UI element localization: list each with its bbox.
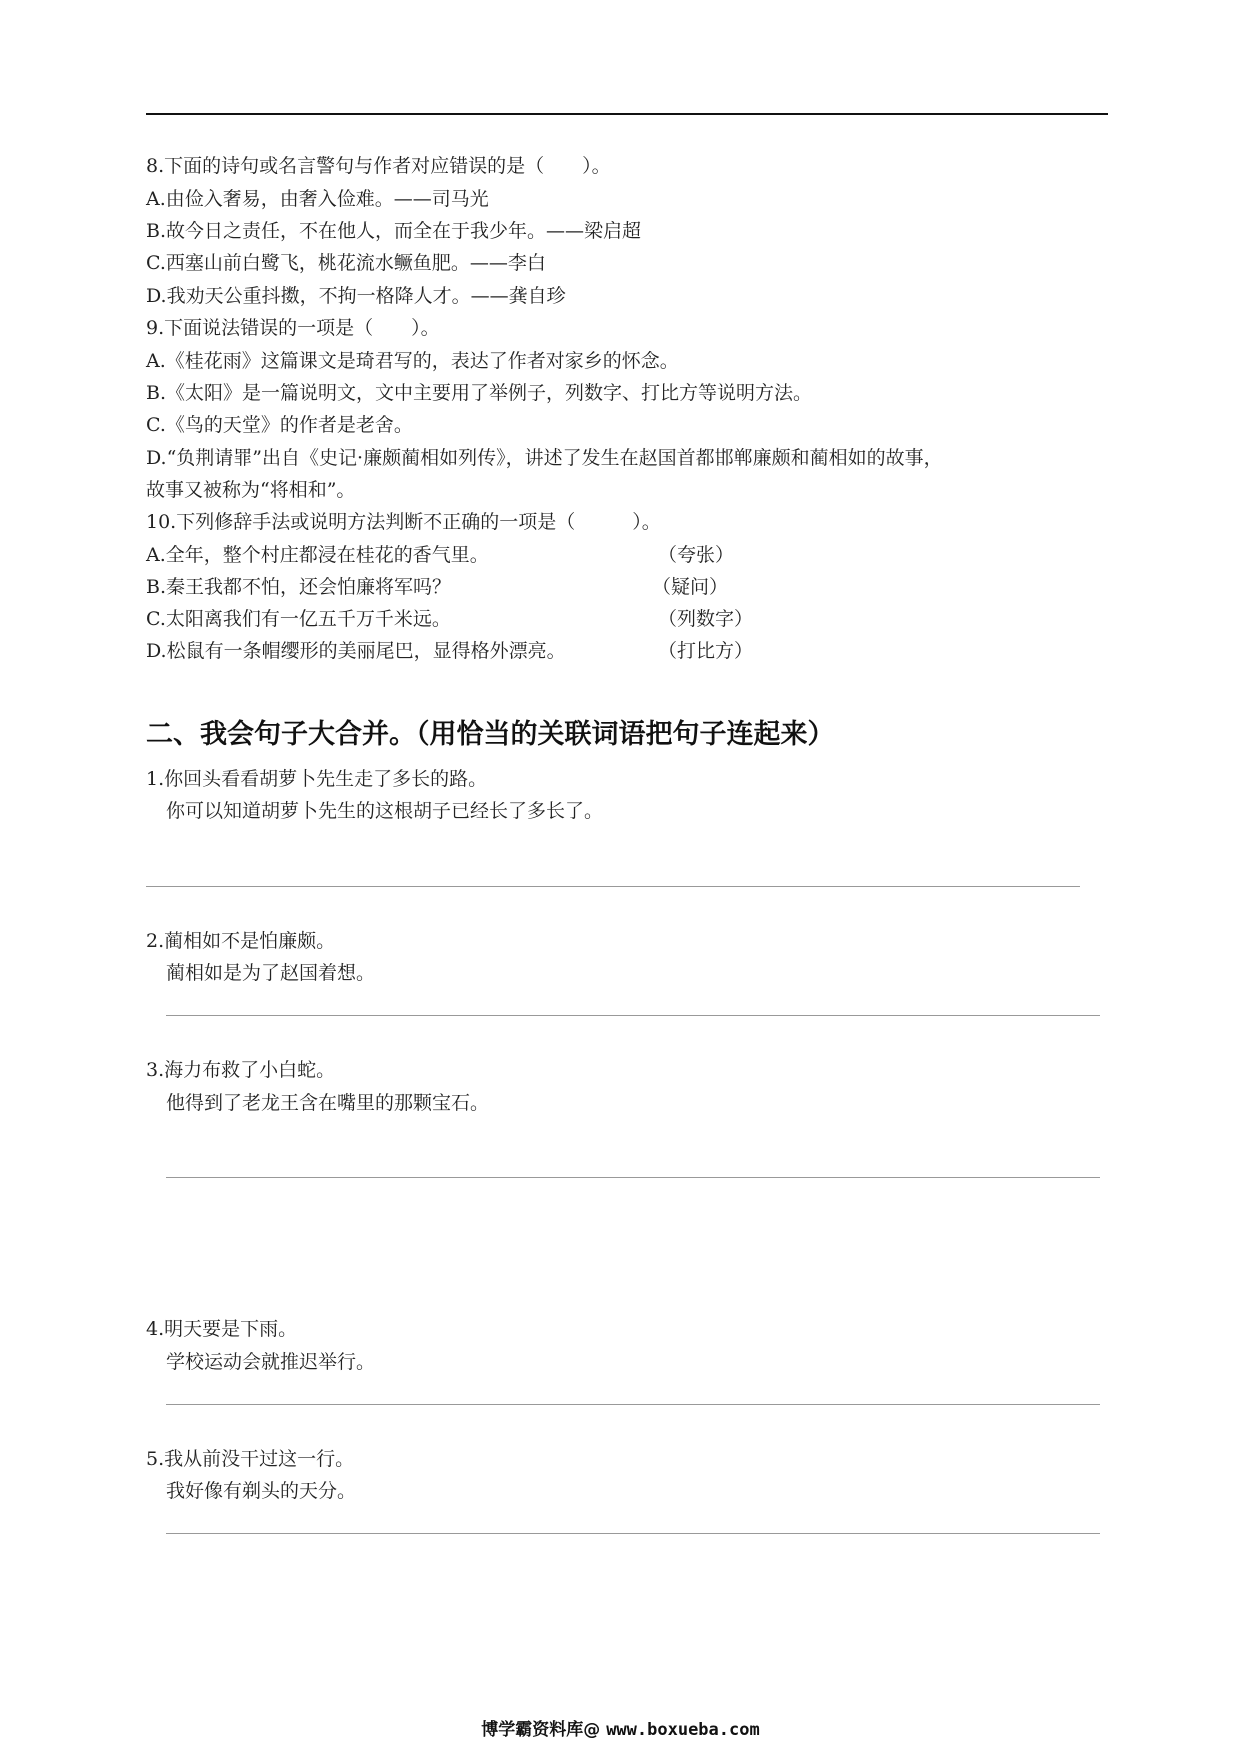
answer-line-1[interactable] <box>146 886 1080 887</box>
question-10-option-a: A.全年，整个村庄都浸在桂花的香气里。 <box>146 544 489 566</box>
combine-item-4-line1: 4.明天要是下雨。 <box>146 1318 298 1340</box>
answer-line-3[interactable] <box>166 1177 1100 1178</box>
question-10-option-d: D.松鼠有一条帽缨形的美丽尾巴，显得格外漂亮。 <box>146 640 566 662</box>
question-9-option-d: D.“负荆请罪”出自《史记·廉颇蔺相如列传》，讲述了发生在赵国首都邯郸廉颇和蔺相如的故事， <box>146 447 943 469</box>
question-10-option-b: B.秦王我都不怕，还会怕廉将军吗？ <box>146 576 452 598</box>
combine-item-4-line2: 学校运动会就推迟举行。 <box>166 1351 376 1373</box>
combine-item-1-line1: 1.你回头看看胡萝卜先生走了多长的路。 <box>146 768 488 790</box>
combine-item-3-line1: 3.海力布救了小白蛇。 <box>146 1059 336 1081</box>
answer-line-5[interactable] <box>166 1533 1100 1534</box>
question-10-option-b-tag: （疑问） <box>652 576 729 598</box>
question-10-option-a-tag: （夸张） <box>658 544 735 566</box>
question-10-option-c: C.太阳离我们有一亿五千万千米远。 <box>146 608 451 630</box>
combine-item-2-line1: 2.蔺相如不是怕廉颇。 <box>146 930 336 952</box>
combine-item-3-line2: 他得到了老龙王含在嘴里的那颗宝石。 <box>166 1092 490 1114</box>
footer-at: @ <box>583 1720 601 1740</box>
section-2-heading: 二、我会句子大合并。（用恰当的关联词语把句子连起来） <box>146 719 835 750</box>
question-10-option-d-tag: （打比方） <box>658 640 754 662</box>
question-8-option-d: D.我劝天公重抖擞，不拘一格降人才。——龚自珍 <box>146 285 566 307</box>
top-divider <box>146 113 1108 115</box>
footer-site-name: 博学霸资料库 <box>481 1720 584 1740</box>
combine-item-5-line2: 我好像有剃头的天分。 <box>166 1480 357 1502</box>
question-8-stem: 8.下面的诗句或名言警句与作者对应错误的是（ ）。 <box>146 155 611 177</box>
answer-line-4[interactable] <box>166 1404 1100 1405</box>
question-9-option-c: C.《鸟的天堂》的作者是老舍。 <box>146 414 413 436</box>
question-8-option-a: A.由俭入奢易，由奢入俭难。——司马光 <box>146 188 489 210</box>
combine-item-2-line2: 蔺相如是为了赵国着想。 <box>166 962 376 984</box>
question-10-option-c-tag: （列数字） <box>658 608 754 630</box>
answer-line-2[interactable] <box>166 1015 1100 1016</box>
question-8-option-c: C.西塞山前白鹭飞，桃花流水鳜鱼肥。——李白 <box>146 252 546 274</box>
combine-item-1-line2: 你可以知道胡萝卜先生的这根胡子已经长了多长了。 <box>166 800 604 822</box>
question-9-option-d-continued: 故事又被称为“将相和”。 <box>146 479 356 501</box>
footer-url[interactable]: www.boxueba.com <box>606 1720 760 1740</box>
combine-item-5-line1: 5.我从前没干过这一行。 <box>146 1448 355 1470</box>
question-9-option-b: B.《太阳》是一篇说明文，文中主要用了举例子，列数字、打比方等说明方法。 <box>146 382 813 404</box>
question-10-stem: 10.下列修辞手法或说明方法判断不正确的一项是（ ）。 <box>146 511 661 533</box>
footer-watermark <box>0 1715 1241 1740</box>
question-8-option-b: B.故今日之责任，不在他人，而全在于我少年。——梁启超 <box>146 220 642 242</box>
question-9-stem: 9.下面说法错误的一项是（ ）。 <box>146 317 440 339</box>
question-9-option-a: A.《桂花雨》这篇课文是琦君写的，表达了作者对家乡的怀念。 <box>146 350 679 372</box>
